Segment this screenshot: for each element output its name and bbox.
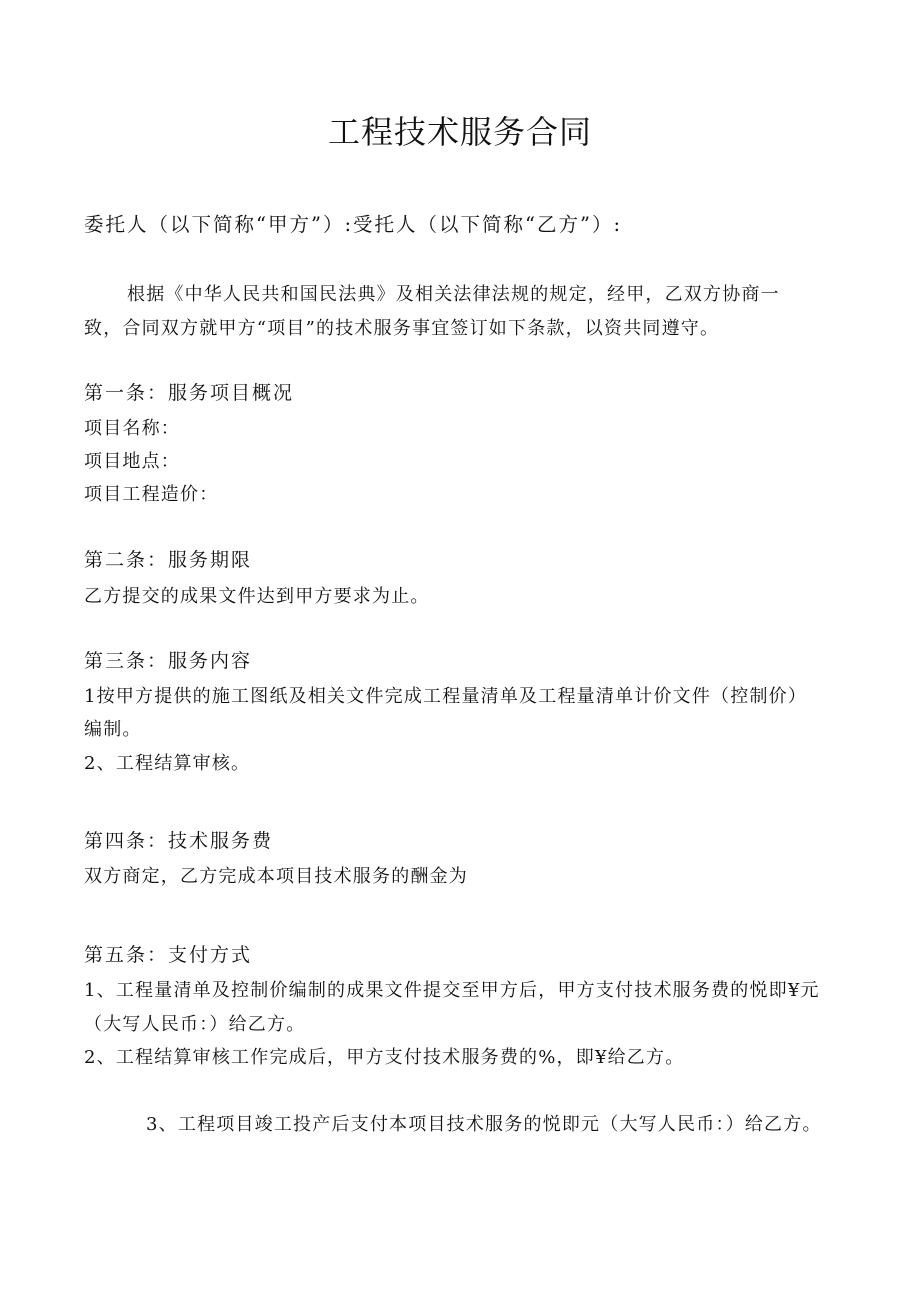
- article-2-heading: 第二条：服务期限: [84, 549, 253, 571]
- article-3-item-1-line-2: 编制。: [84, 719, 142, 740]
- intro-paragraph-line-1: 根据《中华人民共和国民法典》及相关法律法规的规定，经甲，乙双方协商一: [127, 284, 780, 305]
- page-title: 工程技术服务合同: [327, 113, 592, 151]
- article-2-body: 乙方提交的成果文件达到甲方要求为止。: [84, 586, 430, 607]
- article-5-item-1-line-1: 1、工程量清单及控制价编制的成果文件提交至甲方后，甲方支付技术服务费的悦即¥元: [84, 980, 820, 1001]
- article-4-heading: 第四条：技术服务费: [84, 830, 274, 852]
- project-cost-field: 项目工程造价：: [84, 484, 219, 505]
- article-1-heading: 第一条：服务项目概况: [84, 382, 295, 404]
- article-3-item-2: 2、工程结算审核。: [84, 753, 251, 774]
- article-5-item-1-line-2: （大写人民币：）给乙方。: [84, 1014, 306, 1035]
- intro-paragraph-line-2: 致，合同双方就甲方“项目”的技术服务事宜签订如下条款，以资共同遵守。: [84, 318, 720, 339]
- article-4-body: 双方商定，乙方完成本项目技术服务的酬金为: [84, 866, 468, 887]
- article-5-item-2: 2、工程结算审核工作完成后，甲方支付技术服务费的%，即¥给乙方。: [84, 1047, 685, 1068]
- article-3-item-1-line-1: 1按甲方提供的施工图纸及相关文件完成工程量清单及工程量清单计价文件（控制价）: [84, 686, 808, 707]
- project-location-field: 项目地点：: [84, 451, 180, 472]
- article-5-heading: 第五条：支付方式: [84, 944, 253, 966]
- project-name-field: 项目名称：: [84, 418, 180, 439]
- article-3-heading: 第三条：服务内容: [84, 650, 253, 672]
- parties-line: 委托人（以下简称“甲方”）:受托人（以下简称“乙方”）:: [84, 213, 623, 236]
- article-5-item-3: 3、工程项目竣工投产后支付本项目技术服务的悦即元（大写人民币：）给乙方。: [146, 1114, 822, 1135]
